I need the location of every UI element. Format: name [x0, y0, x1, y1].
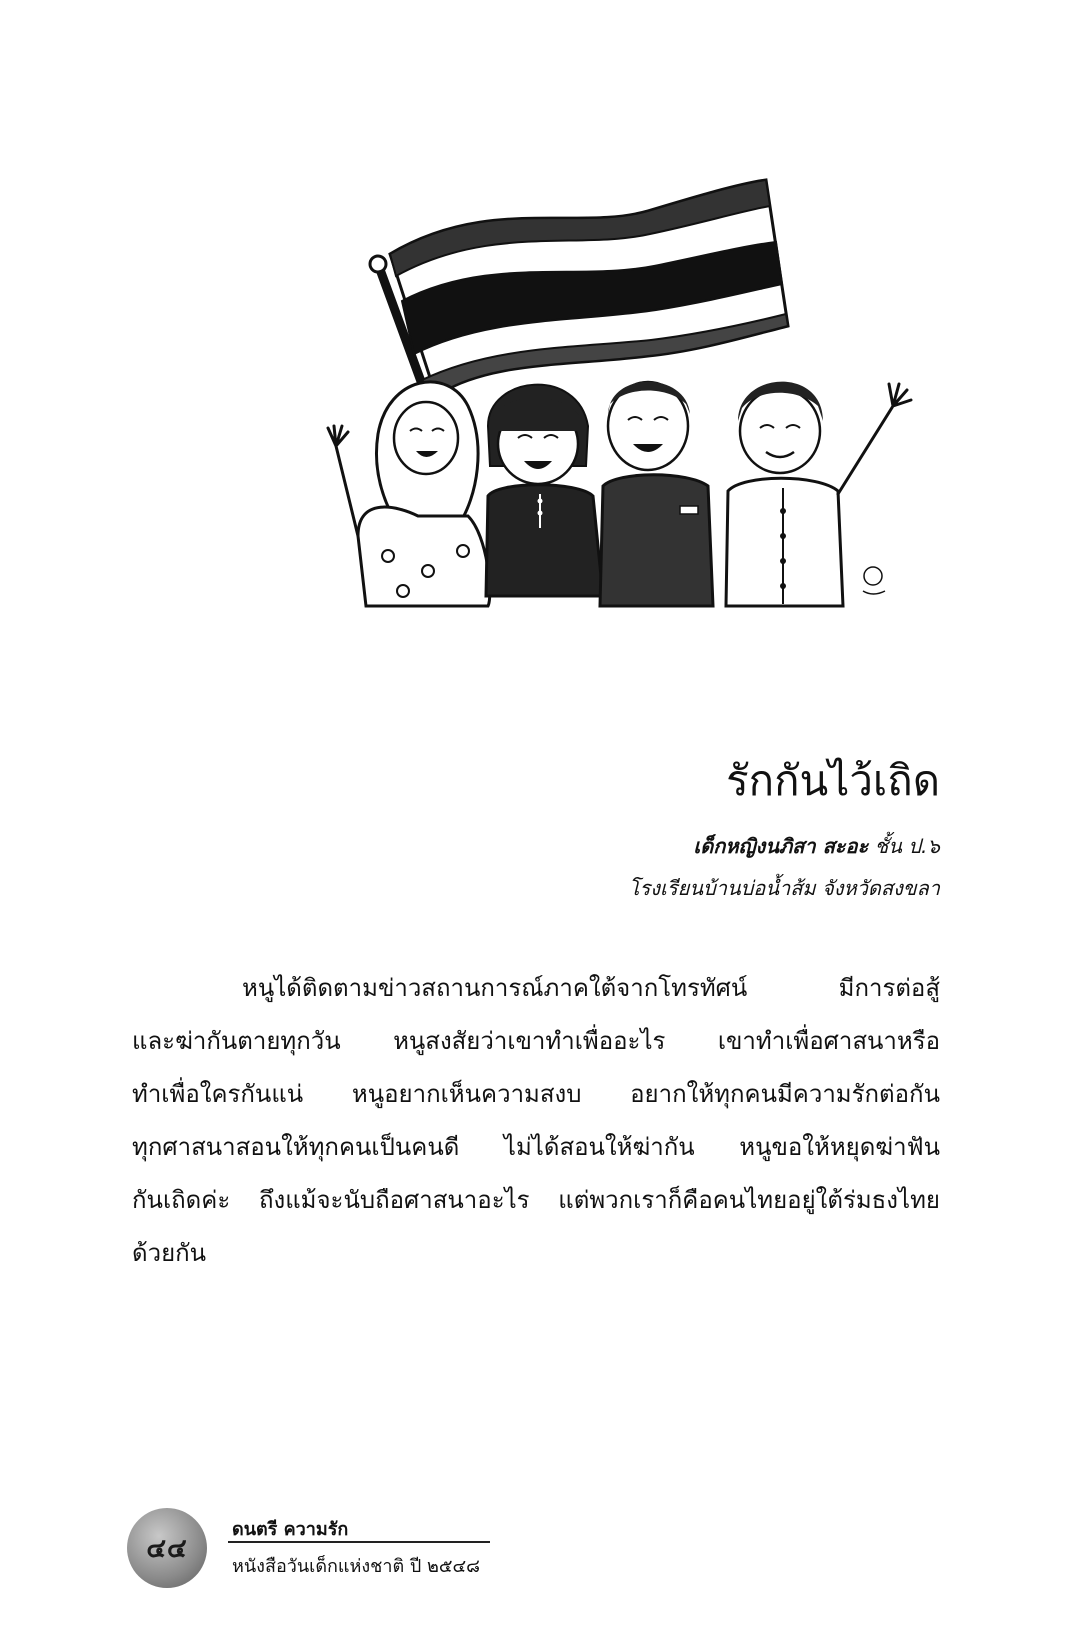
book-subtitle: หนังสือวันเด็กแห่งชาติ ปี ๒๕๔๘ [232, 1556, 481, 1577]
body-segment: หนูขอให้หยุดฆ่าฟัน [739, 1133, 940, 1161]
body-segment: ถึงแม้จะนับถือศาสนาอะไร [258, 1186, 530, 1214]
body-line [132, 1068, 940, 1121]
body-segment: หนูอยากเห็นความสงบ [351, 1080, 582, 1108]
body-segment: ทำเพื่อใครกันแน่ [132, 1080, 304, 1108]
body-segment: ไม่ได้สอนให้ฆ่ากัน [503, 1133, 695, 1161]
body-segment: ด้วยกัน [132, 1239, 207, 1267]
child-hijab-girl [328, 382, 490, 606]
author-school: โรงเรียนบ้านบ่อน้ำส้ม จังหวัดสงขลา [628, 876, 940, 900]
thai-flag [390, 180, 788, 396]
body-segment: แต่พวกเราก็คือคนไทยอยู่ใต้ร่มธงไทย [558, 1186, 940, 1214]
author-name: เด็กหญิงนภิสา สะอะ [693, 834, 869, 858]
body-segment: เขาทำเพื่อศาสนาหรือ [717, 1027, 940, 1055]
page-number: ๔๔ [146, 1533, 188, 1564]
body-segment: และฆ่ากันตายทุกวัน [132, 1027, 341, 1055]
child-waving-boy [726, 382, 911, 606]
child-short-hair-boy [600, 382, 713, 606]
body-segment: มีการต่อสู้ [838, 974, 940, 1002]
author-byline [693, 830, 940, 862]
body-segment: หนูสงสัยว่าเขาทำเพื่ออะไร [393, 1027, 666, 1055]
body-line [132, 962, 940, 1015]
body-line [132, 1121, 940, 1174]
article-body [132, 962, 940, 1280]
book-title: ดนตรี ความรัก [232, 1519, 349, 1540]
body-line [132, 1227, 940, 1280]
child-bob-hair-girl [486, 385, 603, 596]
body-segment: หนูได้ติดตามข่าวสถานการณ์ภาคใต้จากโทรทัศน์ [242, 974, 748, 1002]
children-with-flag-illustration [318, 176, 958, 636]
body-segment: กันเถิดค่ะ [132, 1186, 231, 1214]
body-line [132, 1174, 940, 1227]
body-line [132, 1015, 940, 1068]
page-number-badge [127, 1508, 207, 1588]
author-grade: ชั้น ป.๖ [874, 834, 940, 858]
footer-divider [228, 1541, 490, 1543]
artist-signature [863, 567, 885, 594]
body-segment: ทุกศาสนาสอนให้ทุกคนเป็นคนดี [132, 1133, 460, 1161]
body-segment: อยากให้ทุกคนมีความรักต่อกัน [630, 1080, 940, 1108]
article-title: รักกันไว้เถิด [726, 756, 940, 805]
